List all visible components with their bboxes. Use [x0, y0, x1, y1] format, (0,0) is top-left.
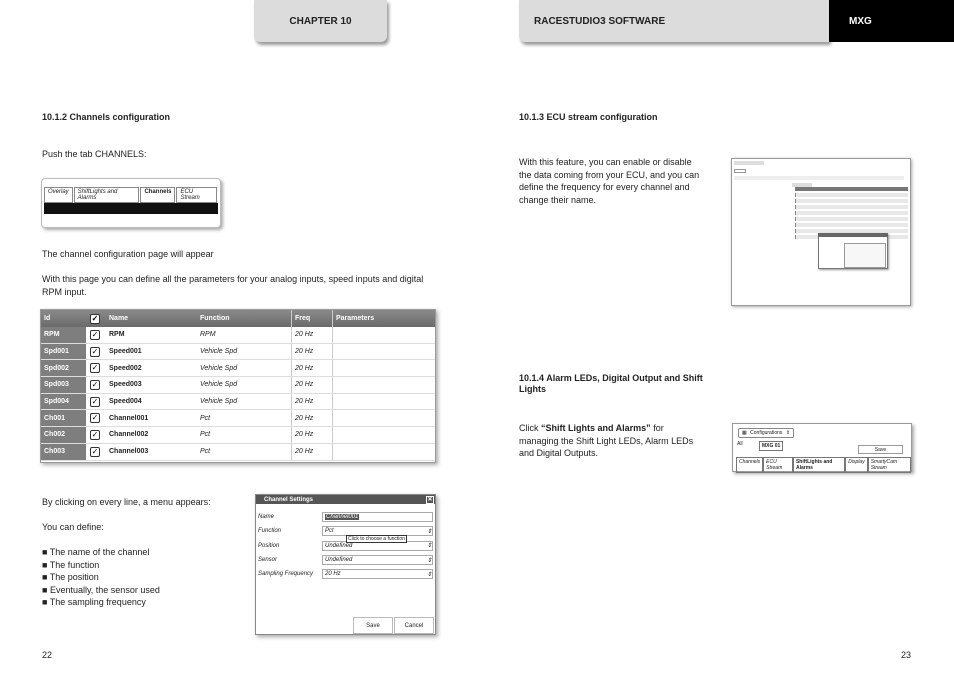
tab-display[interactable]: Display: [845, 457, 867, 473]
field-function: Function Pct ⇕: [258, 528, 432, 535]
row-id: Ch002: [41, 427, 86, 443]
position-select[interactable]: Undefined ⇕: [322, 541, 433, 551]
function-select[interactable]: Pct ⇕: [322, 526, 433, 536]
row-id: Ch001: [41, 410, 86, 426]
software-tab: [519, 0, 829, 42]
define-text: With this page you can define all the parameters for your analog inputs, speed inputs and digital RPM input.: [42, 274, 424, 297]
row-name: Channel001: [109, 414, 149, 422]
check-icon: ✓: [91, 379, 99, 389]
row-function: Vehicle Spd: [200, 348, 238, 356]
row-enable[interactable]: [86, 397, 104, 407]
dialog-titlebar: [256, 495, 435, 504]
row-enable[interactable]: [86, 380, 104, 390]
folder-icon: ▦: [742, 430, 747, 436]
product-label: MXG: [849, 15, 872, 27]
table-header: [41, 310, 435, 327]
row-function: Pct: [200, 414, 211, 422]
check-icon: ✓: [91, 429, 99, 439]
function-tooltip: Click to choose a function: [348, 536, 405, 542]
row-function: Vehicle Spd: [200, 398, 238, 406]
row-freq: 20 Hz: [291, 410, 332, 426]
click-text: By clicking on every line, a menu appears:: [42, 497, 211, 507]
bullet-item: ■ The function: [42, 559, 100, 570]
page-number-right: 23: [901, 650, 912, 660]
bullet-item: ■ The name of the channel: [42, 547, 150, 557]
row-name: Speed002: [109, 364, 142, 372]
row-name: Speed003: [109, 381, 142, 389]
click-shift-text: Click “Shift Lights and Alarms” for managing the Shift Light LEDs, Alarm LEDs and Digital Outputs.: [519, 423, 694, 458]
you-can-text: You can define:: [42, 522, 104, 532]
section-title-ecu: 10.1.3 ECU stream configuration: [519, 112, 658, 122]
row-function: Vehicle Spd: [200, 364, 238, 372]
bullet-item: ■ The sampling frequency: [42, 597, 146, 607]
row-parameters: [332, 410, 435, 426]
configurations-select[interactable]: ▦ Configurations ⇕: [738, 428, 794, 438]
section-title-alarm: 10.1.4 Alarm LEDs, Digital Output and Shift Lights: [519, 373, 703, 394]
row-freq: 20 Hz: [291, 377, 332, 393]
save-button[interactable]: Save: [353, 617, 393, 634]
tab-strip-screenshot: [41, 178, 221, 228]
tab-shiftlights-alarms[interactable]: ShiftLights and Alarms: [793, 457, 845, 473]
configurations-screenshot: [732, 423, 912, 472]
check-icon: ✓: [91, 446, 99, 456]
page-number-left: 22: [42, 650, 53, 660]
bullet-item: ■ Eventually, the sensor used: [42, 584, 160, 595]
tab-shiftlights[interactable]: ShiftLights and Alarms: [74, 187, 140, 203]
check-icon: ✓: [91, 313, 99, 323]
table-row[interactable]: [41, 427, 435, 444]
tab-channels[interactable]: Channels: [140, 187, 175, 203]
header-name: Name: [109, 315, 129, 322]
tab-smartycam[interactable]: SmartyCam Stream: [868, 457, 911, 473]
header-freq: Freq: [291, 310, 332, 327]
row-freq: 20 Hz: [291, 344, 332, 360]
frequency-select[interactable]: 20 Hz ⇕: [322, 569, 433, 579]
table-row[interactable]: [41, 344, 435, 361]
check-icon: ✓: [91, 346, 99, 356]
all-label: All: [737, 441, 743, 447]
software-label: RACESTUDIO3 SOFTWARE: [534, 15, 666, 27]
cancel-button[interactable]: Cancel: [394, 617, 434, 634]
row-enable[interactable]: [86, 363, 104, 373]
table-row[interactable]: [41, 394, 435, 411]
chapter-label: CHAPTER 10: [289, 15, 352, 27]
config-tabs: [736, 457, 911, 473]
row-function: Pct: [200, 431, 211, 439]
header-parameters: Parameters: [332, 310, 435, 327]
tab-overlay[interactable]: Overlay: [44, 187, 73, 203]
row-parameters: [332, 327, 435, 343]
bullet-list: [42, 546, 160, 609]
row-enable[interactable]: [86, 330, 104, 340]
check-icon: ✓: [91, 363, 99, 373]
row-name: Channel003: [109, 448, 149, 456]
row-parameters: [332, 377, 435, 393]
bullet-item: ■ The position: [42, 572, 99, 582]
row-enable[interactable]: [86, 413, 104, 423]
row-id: Spd004: [41, 394, 86, 410]
field-frequency: Sampling Frequency 20 Hz ⇕: [258, 571, 432, 578]
field-position: Position Undefined ⇕: [258, 542, 432, 550]
stepper-icon: ⇕: [426, 557, 432, 564]
channel-settings-dialog: [255, 494, 436, 635]
row-function: Vehicle Spd: [200, 381, 238, 389]
row-id: Ch003: [41, 444, 86, 460]
row-parameters: [332, 444, 435, 460]
check-icon: ✓: [91, 329, 99, 339]
row-name: Channel002: [109, 431, 149, 439]
row-id: Spd001: [41, 344, 86, 360]
tab-strip-bar: [44, 203, 218, 214]
row-name: Speed001: [109, 348, 142, 356]
row-name: RPM: [109, 331, 125, 339]
check-icon: ✓: [91, 396, 99, 406]
field-sensor: Sensor Undefined ⇕: [258, 557, 432, 564]
chapter-tab: [254, 0, 387, 42]
row-parameters: [332, 344, 435, 360]
close-icon[interactable]: ✕: [427, 496, 433, 503]
name-input[interactable]: Channel001: [322, 512, 433, 522]
ecu-text: With this feature, you can enable or disable the data coming from your ECU, and you can define the frequency for every channel and change their name.: [519, 157, 700, 205]
stepper-icon: ⇕: [426, 543, 432, 550]
push-text: Push the tab CHANNELS:: [42, 149, 147, 159]
row-enable[interactable]: [86, 447, 104, 457]
product-tab: [829, 0, 954, 42]
stepper-icon: ⇕: [426, 571, 432, 578]
tab-channels[interactable]: Channels: [736, 457, 763, 473]
row-parameters: [332, 360, 435, 376]
stepper-icon: ⇕: [785, 430, 790, 436]
device-tab[interactable]: MXG 01: [759, 441, 783, 451]
table-row[interactable]: [41, 360, 435, 377]
header-check[interactable]: [86, 314, 104, 324]
ecu-stream-screenshot: [731, 158, 911, 306]
table-row[interactable]: [41, 327, 435, 344]
row-name: Speed004: [109, 398, 142, 406]
appear-text: The channel configuration page will appear: [42, 249, 214, 259]
header-id: Id: [44, 315, 51, 322]
tab-ecu-stream[interactable]: ECU Stream: [176, 187, 217, 203]
check-icon: ✓: [91, 413, 99, 423]
row-enable[interactable]: [86, 430, 104, 440]
row-function: Pct: [200, 448, 211, 456]
table-row[interactable]: [41, 377, 435, 394]
stepper-icon: ⇕: [426, 528, 432, 535]
tab-row: [44, 187, 218, 203]
dialog-title: Channel Settings: [264, 496, 314, 503]
row-parameters: [332, 394, 435, 410]
row-freq: 20 Hz: [291, 394, 332, 410]
row-freq: 20 Hz: [291, 427, 332, 443]
sensor-select[interactable]: Undefined ⇕: [322, 555, 433, 565]
header-function: Function: [200, 315, 230, 322]
table-row[interactable]: [41, 410, 435, 427]
row-freq: 20 Hz: [291, 360, 332, 376]
config-save-button[interactable]: Save: [858, 445, 903, 454]
row-freq: 20 Hz: [291, 327, 332, 343]
row-id: Spd002: [41, 360, 86, 376]
row-parameters: [332, 427, 435, 443]
row-freq: 20 Hz: [291, 444, 332, 460]
row-function: RPM: [200, 331, 216, 339]
field-name: Name Channel001: [256, 510, 435, 524]
channel-table: [40, 309, 436, 463]
row-enable[interactable]: [86, 347, 104, 357]
row-id: RPM: [41, 327, 86, 343]
section-title-channels: 10.1.2 Channels configuration: [42, 112, 171, 122]
row-id: Spd003: [41, 377, 86, 393]
table-row[interactable]: [41, 444, 435, 461]
tab-ecu-stream[interactable]: ECU Stream: [763, 457, 793, 473]
